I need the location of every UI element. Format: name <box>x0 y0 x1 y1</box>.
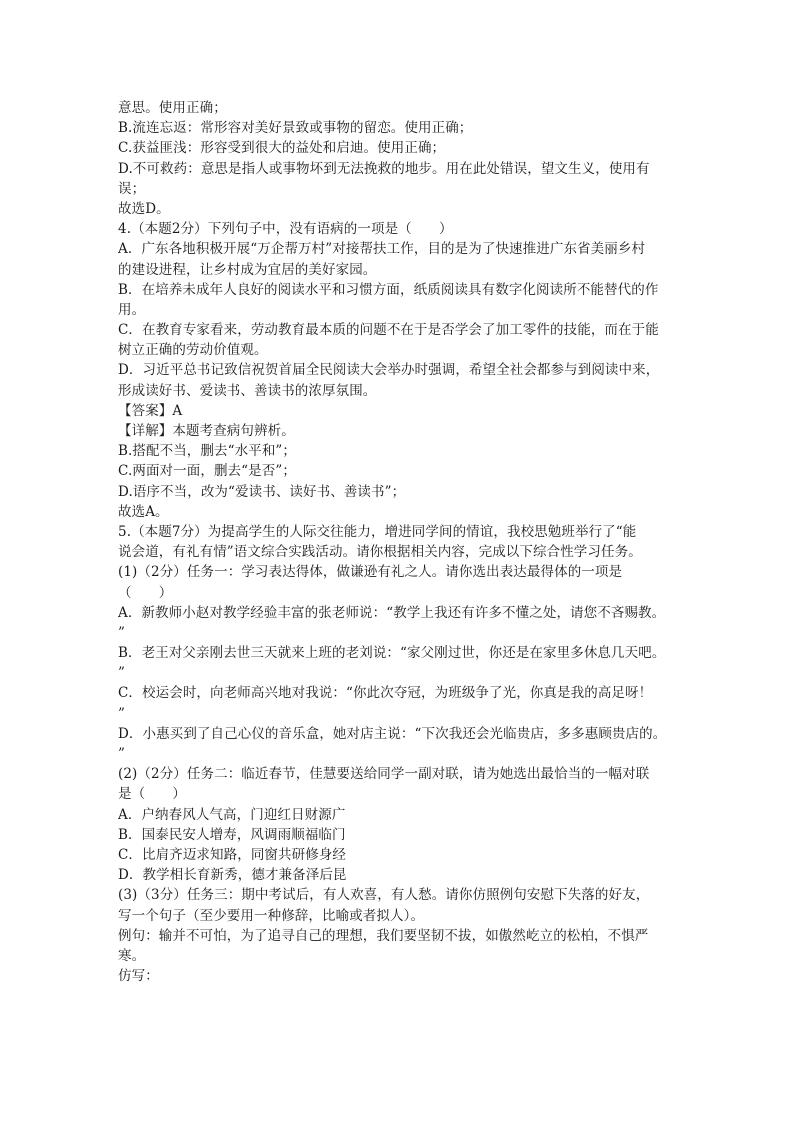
text-line: 说会道，有礼有情”语文综合实践活动。请你根据相关内容，完成以下综合性学习任务。 <box>118 544 642 561</box>
text-line: C.两面对一面，删去“是否”； <box>118 463 296 480</box>
text-line: ” <box>118 624 126 641</box>
option-d: D．教学相长育新秀，德才兼备泽后昆 <box>118 867 347 884</box>
option-b: B．国泰民安人增寿，风调雨顺福临门 <box>118 826 346 843</box>
example-sentence: 例句：输并不可怕，为了追寻自己的理想，我们要坚韧不拔，如傲然屹立的松柏，不惧严 <box>118 927 649 944</box>
text-line: 误； <box>118 180 146 197</box>
text-line: 树立正确的劳动价值观。 <box>118 342 268 359</box>
imitation-label: 仿写： <box>118 968 159 985</box>
option-b: B．老王对父亲刚去世三天就来上班的老刘说：“家父刚过世，你还是在家里多休息几天吧。 <box>118 645 666 662</box>
option-a: A．新教师小赵对教学经验丰富的张老师说：“教学上我还有许多不懂之处，请您不吝赐教。 <box>118 604 666 621</box>
task-1: (1)（2分）任务一：学习表达得体，做谦逊有礼之人。请你选出表达最得体的一项是 <box>118 564 623 581</box>
text-line: 寒。 <box>118 947 146 964</box>
option-d: D．小惠买到了自己心仪的音乐盒，她对店主说：“下次我还会光临贵店，多多惠顾贵店的。 <box>118 725 667 742</box>
text-line: （ ） <box>118 584 173 601</box>
text-line: ” <box>118 746 126 762</box>
text-line: D.语序不当，改为“爱读书、读好书、善读书”； <box>118 483 406 500</box>
text-line: 是（ ） <box>118 786 186 803</box>
text-line: 的建设进程，让乡村成为宜居的美好家园。 <box>118 261 377 278</box>
task-2: (2)（2分）任务二：临近春节，佳慧要送给同学一副对联，请为她选出最恰当的一幅对联 <box>118 766 650 783</box>
text-line: C.获益匪浅：形容受到很大的益处和启迪。使用正确； <box>118 140 446 157</box>
text-line: 故选A。 <box>118 503 169 520</box>
option-b: B．在培养未成年人良好的阅读水平和习惯方面，纸质阅读具有数字化阅读所不能替代的作 <box>118 281 659 298</box>
text-line: 用。 <box>118 301 146 318</box>
text-line: B.搭配不当，删去“水平和”； <box>118 443 297 460</box>
document-page <box>118 98 680 986</box>
text-line: 故选D。 <box>118 200 170 217</box>
text-line: ” <box>118 665 126 682</box>
explanation-line: 【详解】本题考查病句辨析。 <box>118 423 295 439</box>
answer-line: 【答案】A <box>118 402 183 419</box>
text-line: ” <box>118 705 126 722</box>
question-4-stem: 4.（本题2分）下列句子中，没有语病的一项是（ ） <box>118 221 453 238</box>
text-line: D.不可救药：意思是指人或事物坏到无法挽救的地步。用在此处错误，望文生义，使用有 <box>118 160 650 177</box>
option-a: A．户纳春风人气高，门迎红日财源广 <box>118 806 346 823</box>
text-line: 意思。使用正确； <box>118 100 227 116</box>
text-line: B.流连忘返：常形容对美好景致或事物的留恋。使用正确； <box>118 120 473 137</box>
option-c: C．校运会时，向老师高兴地对我说：“你此次夺冠，为班级争了光，你真是我的高足呀！ <box>118 685 653 702</box>
option-c: C．在教育专家看来，劳动教育最本质的问题不在于是否学会了加工零件的技能，而在于能 <box>118 322 659 339</box>
option-d: D．习近平总书记致信祝贺首届全民阅读大会举办时强调，希望全社会都参与到阅读中来， <box>118 362 660 379</box>
text-line: 写一个句子（至少要用一种修辞，比喻或者拟人）。 <box>118 907 425 924</box>
task-3: (3)（3分）任务三：期中考试后，有人欢喜，有人愁。请你仿照例句安慰下失落的好友， <box>118 887 650 904</box>
question-5-stem: 5.（本题7分）为提高学生的人际交往能力，增进同学间的情谊，我校思勉班举行了“能 <box>118 523 637 540</box>
option-c: C．比肩齐迈求知路，同窗共研修身经 <box>118 846 347 863</box>
text-line: 形成读好书、爱读书、善读书的浓厚氛围。 <box>118 382 377 399</box>
option-a: A．广东各地积极开展“万企帮万村”对接帮扶工作，目的是为了快速推进广东省美丽乡村 <box>118 241 646 258</box>
